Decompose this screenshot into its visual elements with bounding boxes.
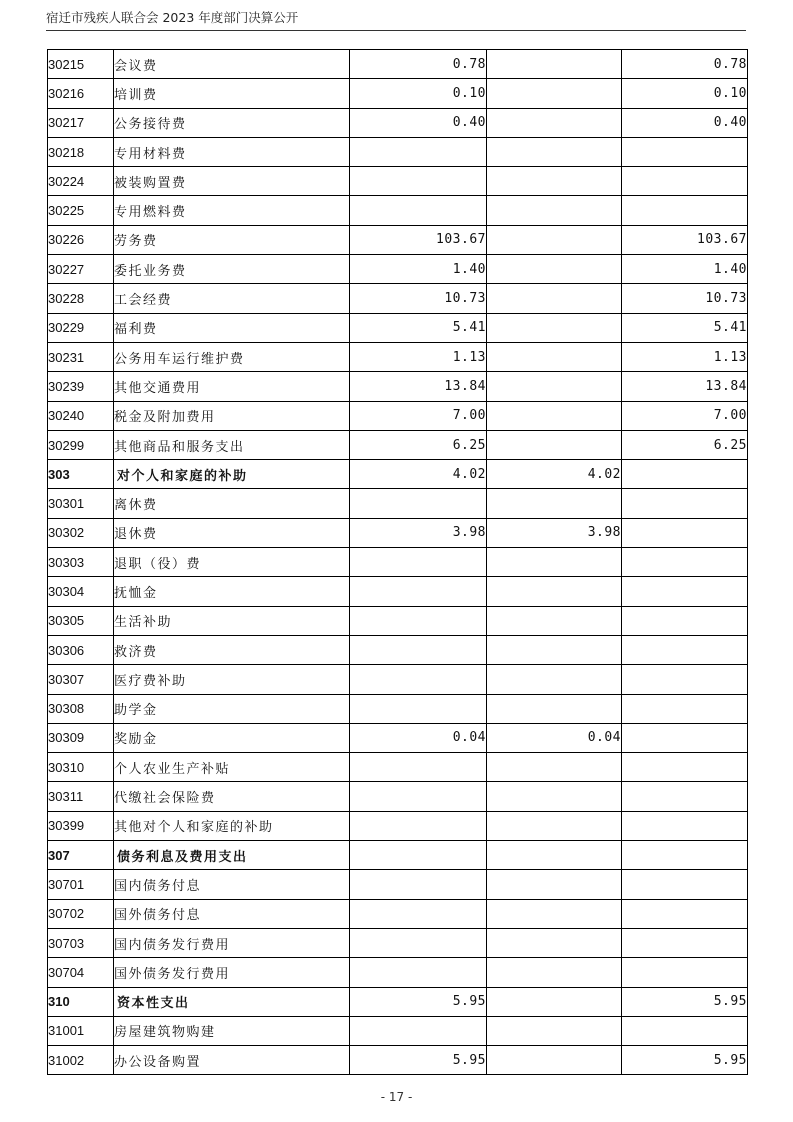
item-name-cell: 离休费 [114,489,350,518]
economic-code-cell: 30227 [48,255,114,284]
total-amount-cell: 7.00 [350,401,487,430]
economic-code-cell: 30224 [48,167,114,196]
table-category-row [48,841,748,870]
economic-code-cell: 30229 [48,313,114,342]
table-row [48,79,748,108]
economic-code-cell: 31002 [48,1046,114,1075]
table-row [48,694,748,723]
economic-code-cell: 30231 [48,342,114,371]
public-amount-cell: 5.95 [622,987,748,1016]
personnel-amount-cell [487,958,622,987]
item-name-cell: 抚恤金 [114,577,350,606]
table-row [48,137,748,166]
header-rule [46,30,746,31]
public-amount-cell: 1.13 [622,342,748,371]
table-row [48,108,748,137]
personnel-amount-cell [487,548,622,577]
item-name-cell: 国内债务发行费用 [114,928,350,957]
public-amount-cell [622,137,748,166]
economic-code-cell: 30704 [48,958,114,987]
item-name-cell: 专用材料费 [114,137,350,166]
public-amount-cell: 7.00 [622,401,748,430]
economic-code-cell: 30216 [48,79,114,108]
table-row [48,489,748,518]
total-amount-cell [350,167,487,196]
total-amount-cell: 0.78 [350,50,487,79]
table-row [48,284,748,313]
total-amount-cell: 10.73 [350,284,487,313]
economic-code-cell: 30304 [48,577,114,606]
personnel-amount-cell [487,284,622,313]
total-amount-cell: 0.04 [350,723,487,752]
public-amount-cell [622,489,748,518]
economic-code-cell: 30217 [48,108,114,137]
item-name-cell: 劳务费 [114,225,350,254]
item-name-cell: 培训费 [114,79,350,108]
public-amount-cell: 0.10 [622,79,748,108]
total-amount-cell [350,606,487,635]
item-name-cell: 办公设备购置 [114,1046,350,1075]
table-row [48,1046,748,1075]
economic-code-cell: 30311 [48,782,114,811]
table-row [48,342,748,371]
public-amount-cell: 0.40 [622,108,748,137]
economic-code-cell: 30309 [48,723,114,752]
personnel-amount-cell: 0.04 [487,723,622,752]
public-amount-cell: 6.25 [622,430,748,459]
item-name-cell: 奖励金 [114,723,350,752]
table-body [48,50,748,1075]
total-amount-cell: 0.40 [350,108,487,137]
table-row [48,870,748,899]
table-row [48,958,748,987]
item-name-cell: 专用燃料费 [114,196,350,225]
economic-code-cell: 30307 [48,665,114,694]
table-row [48,665,748,694]
personnel-amount-cell [487,372,622,401]
personnel-amount-cell [487,899,622,928]
economic-code-cell: 30215 [48,50,114,79]
page-number: - 17 - [380,1090,413,1104]
personnel-amount-cell [487,196,622,225]
personnel-amount-cell [487,79,622,108]
total-amount-cell: 3.98 [350,518,487,547]
total-amount-cell [350,665,487,694]
table-row [48,313,748,342]
table-row [48,255,748,284]
total-amount-cell [350,958,487,987]
table-row [48,899,748,928]
public-amount-cell [622,665,748,694]
personnel-amount-cell [487,987,622,1016]
public-amount-cell: 103.67 [622,225,748,254]
economic-code-cell: 30701 [48,870,114,899]
personnel-amount-cell [487,870,622,899]
economic-code-cell: 30303 [48,548,114,577]
public-amount-cell [622,548,748,577]
total-amount-cell: 5.95 [350,1046,487,1075]
economic-code-cell: 30218 [48,137,114,166]
public-amount-cell [622,635,748,664]
economic-code-cell: 30301 [48,489,114,518]
item-name-cell: 其他对个人和家庭的补助 [114,811,350,840]
item-name-cell: 委托业务费 [114,255,350,284]
personnel-amount-cell [487,577,622,606]
table-category-row [48,460,748,489]
total-amount-cell: 1.13 [350,342,487,371]
item-name-cell: 对个人和家庭的补助 [114,460,350,489]
personnel-amount-cell [487,1016,622,1045]
public-amount-cell [622,899,748,928]
total-amount-cell [350,1016,487,1045]
total-amount-cell [350,137,487,166]
economic-code-cell: 30399 [48,811,114,840]
public-amount-cell: 5.95 [622,1046,748,1075]
personnel-amount-cell [487,489,622,518]
table-row [48,196,748,225]
personnel-amount-cell [487,694,622,723]
economic-code-cell: 303 [48,460,114,489]
table-row [48,782,748,811]
total-amount-cell [350,635,487,664]
public-amount-cell [622,841,748,870]
total-amount-cell [350,841,487,870]
item-name-cell: 其他商品和服务支出 [114,430,350,459]
personnel-amount-cell [487,635,622,664]
personnel-amount-cell [487,430,622,459]
personnel-amount-cell: 4.02 [487,460,622,489]
economic-code-cell: 30225 [48,196,114,225]
economic-code-cell: 30305 [48,606,114,635]
personnel-amount-cell [487,811,622,840]
personnel-amount-cell [487,606,622,635]
total-amount-cell [350,899,487,928]
personnel-amount-cell [487,928,622,957]
public-amount-cell [622,196,748,225]
economic-code-cell: 30226 [48,225,114,254]
item-name-cell: 其他交通费用 [114,372,350,401]
public-amount-cell: 10.73 [622,284,748,313]
total-amount-cell [350,694,487,723]
expenditure-table [47,49,748,1075]
economic-code-cell: 30703 [48,928,114,957]
economic-code-cell: 30310 [48,753,114,782]
personnel-amount-cell [487,137,622,166]
item-name-cell: 资本性支出 [114,987,350,1016]
total-amount-cell: 103.67 [350,225,487,254]
table-row [48,606,748,635]
public-amount-cell [622,606,748,635]
table-row [48,372,748,401]
table-category-row [48,987,748,1016]
total-amount-cell: 0.10 [350,79,487,108]
table-row [48,635,748,664]
item-name-cell: 国外债务付息 [114,899,350,928]
total-amount-cell: 5.41 [350,313,487,342]
item-name-cell: 国外债务发行费用 [114,958,350,987]
total-amount-cell [350,577,487,606]
total-amount-cell [350,782,487,811]
total-amount-cell [350,196,487,225]
personnel-amount-cell [487,753,622,782]
public-amount-cell: 1.40 [622,255,748,284]
item-name-cell: 被装购置费 [114,167,350,196]
economic-code-cell: 30308 [48,694,114,723]
item-name-cell: 房屋建筑物购建 [114,1016,350,1045]
public-amount-cell [622,723,748,752]
economic-code-cell: 30228 [48,284,114,313]
total-amount-cell [350,548,487,577]
public-amount-cell [622,753,748,782]
public-amount-cell [622,958,748,987]
total-amount-cell: 6.25 [350,430,487,459]
table-row [48,401,748,430]
item-name-cell: 退职（役）费 [114,548,350,577]
public-amount-cell [622,782,748,811]
economic-code-cell: 30702 [48,899,114,928]
item-name-cell: 公务接待费 [114,108,350,137]
table-row [48,928,748,957]
table-row [48,225,748,254]
item-name-cell: 公务用车运行维护费 [114,342,350,371]
personnel-amount-cell [487,841,622,870]
item-name-cell: 工会经费 [114,284,350,313]
public-amount-cell [622,694,748,723]
item-name-cell: 救济费 [114,635,350,664]
total-amount-cell: 4.02 [350,460,487,489]
economic-code-cell: 30240 [48,401,114,430]
table-row [48,753,748,782]
table-row [48,430,748,459]
personnel-amount-cell [487,313,622,342]
total-amount-cell: 1.40 [350,255,487,284]
table-row [48,50,748,79]
public-amount-cell [622,577,748,606]
item-name-cell: 债务利息及费用支出 [114,841,350,870]
table-row [48,167,748,196]
total-amount-cell [350,811,487,840]
personnel-amount-cell [487,255,622,284]
personnel-amount-cell [487,50,622,79]
economic-code-cell: 30306 [48,635,114,664]
public-amount-cell [622,460,748,489]
economic-code-cell: 30239 [48,372,114,401]
personnel-amount-cell [487,782,622,811]
item-name-cell: 会议费 [114,50,350,79]
total-amount-cell: 5.95 [350,987,487,1016]
item-name-cell: 代缴社会保险费 [114,782,350,811]
item-name-cell: 个人农业生产补贴 [114,753,350,782]
document-header: 宿迁市残疾人联合会 2023 年度部门决算公开 [46,10,299,25]
item-name-cell: 生活补助 [114,606,350,635]
economic-code-cell: 307 [48,841,114,870]
public-amount-cell [622,811,748,840]
economic-code-cell: 30299 [48,430,114,459]
public-amount-cell: 0.78 [622,50,748,79]
economic-code-cell: 30302 [48,518,114,547]
item-name-cell: 退休费 [114,518,350,547]
personnel-amount-cell [487,401,622,430]
public-amount-cell [622,167,748,196]
public-amount-cell: 5.41 [622,313,748,342]
personnel-amount-cell [487,665,622,694]
total-amount-cell [350,928,487,957]
item-name-cell: 税金及附加费用 [114,401,350,430]
total-amount-cell [350,753,487,782]
item-name-cell: 助学金 [114,694,350,723]
table-row [48,518,748,547]
public-amount-cell: 13.84 [622,372,748,401]
personnel-amount-cell: 3.98 [487,518,622,547]
public-amount-cell [622,518,748,547]
personnel-amount-cell [487,108,622,137]
public-amount-cell [622,928,748,957]
table-row [48,1016,748,1045]
total-amount-cell [350,489,487,518]
table-row [48,723,748,752]
table-row [48,811,748,840]
table-row [48,548,748,577]
personnel-amount-cell [487,225,622,254]
personnel-amount-cell [487,1046,622,1075]
public-amount-cell [622,1016,748,1045]
item-name-cell: 国内债务付息 [114,870,350,899]
economic-code-cell: 310 [48,987,114,1016]
item-name-cell: 医疗费补助 [114,665,350,694]
personnel-amount-cell [487,167,622,196]
total-amount-cell: 13.84 [350,372,487,401]
personnel-amount-cell [487,342,622,371]
item-name-cell: 福利费 [114,313,350,342]
economic-code-cell: 31001 [48,1016,114,1045]
public-amount-cell [622,870,748,899]
table-row [48,577,748,606]
total-amount-cell [350,870,487,899]
